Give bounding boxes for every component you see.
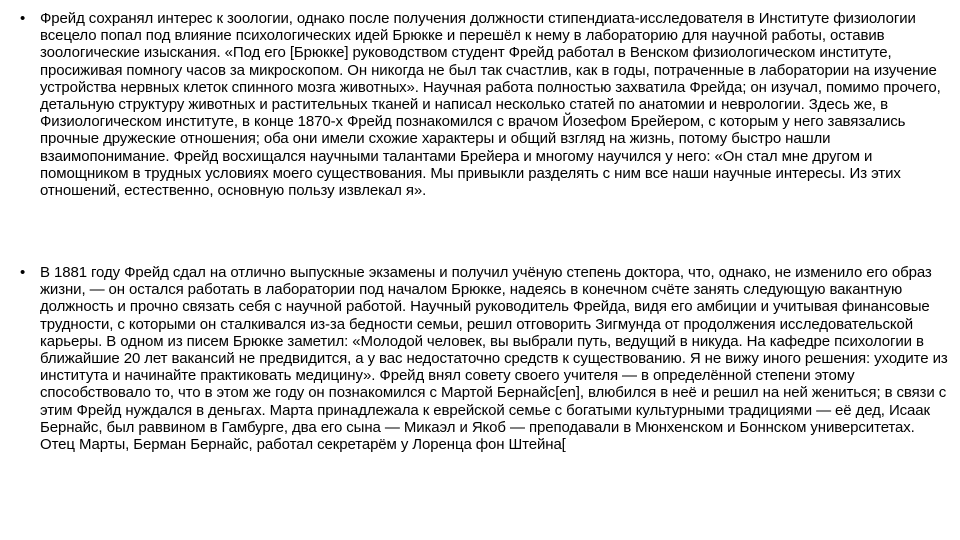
bullet-marker: •	[20, 264, 26, 281]
bullet-marker: •	[20, 10, 26, 27]
paragraph-2: В 1881 году Фрейд сдал на отлично выпускные экзамены и получил учёную степень доктора, что, однако, не изменило его образ жизни, — он остался работать в лаборатории под началом Брюкке, надеясь в конечном счёте занять следующую вакантную должность и прочно связать себя с научной работой. Научный руководитель Фрейда, видя его амбиции и учитывая финансовые трудности, с которыми он сталкивался из-за бедности семьи, решил отговорить Зигмунда от продолжения исследовательской карьеры. В одном из писем Брюкке заметил: «Молодой человек, вы выбрали путь, ведущий в никуда. На кафедре психологии в ближайшие 20 лет вакансий не предвидится, а у вас недостаточно средств к существованию. Я не вижу иного решения: уходите из института и начинайте практиковать медицину». Фрейд внял совету своего учителя — в определённой степени этому способствовало то, что в этом же году он познакомился с Мартой Бернайс[en], влюбился в неё и решил на ней жениться; в связи с этим Фрейд нуждался в деньгах. Марта принадлежала к еврейской семье с богатыми культурными традициями — её дед, Исаак Бернайс, был раввином в Гамбурге, два его сына — Микаэл и Якоб — преподавали в Мюнхенском и Боннском университетах. Отец Марты, Берман Бернайс, работал секретарём у Лоренца фон Штейна[	[40, 264, 948, 454]
bullet-item-2	[20, 264, 950, 453]
bullet-item-1	[20, 10, 950, 199]
paragraph-1: Фрейд сохранял интерес к зоологии, однако после получения должности стипендиата-исследователя в Институте физиологии всецело попал под влияние психологических идей Брюкке и перешёл к нему в лабораторию для научной работы, оставив зоологические изыскания. «Под его [Брюкке] руководством студент Фрейд работал в Венском физиологическом институте, просиживая помногу часов за микроскопом. Он никогда не был так счастлив, как в годы, потраченные в лаборатории на изучение устройства нервных клеток спинного мозга животных». Научная работа полностью захватила Фрейда; он изучал, помимо прочего, детальную структуру животных и растительных тканей и написал несколько статей по анатомии и неврологии. Здесь же, в Физиологическом институте, в конце 1870-х Фрейд познакомился с врачом Йозефом Брейером, с которым у него завязались прочные дружеские отношения; оба они имели схожие характеры и общий взгляд на жизнь, потому быстро нашли взаимопонимание. Фрейд восхищался научными талантами Брейера и многому научился у него: «Он стал мне другом и помощником в трудных условиях моего существования. Мы привыкли разделять с ним все наши научные интересы. Из этих отношений, естественно, основную пользу извлекал я».	[40, 10, 941, 200]
